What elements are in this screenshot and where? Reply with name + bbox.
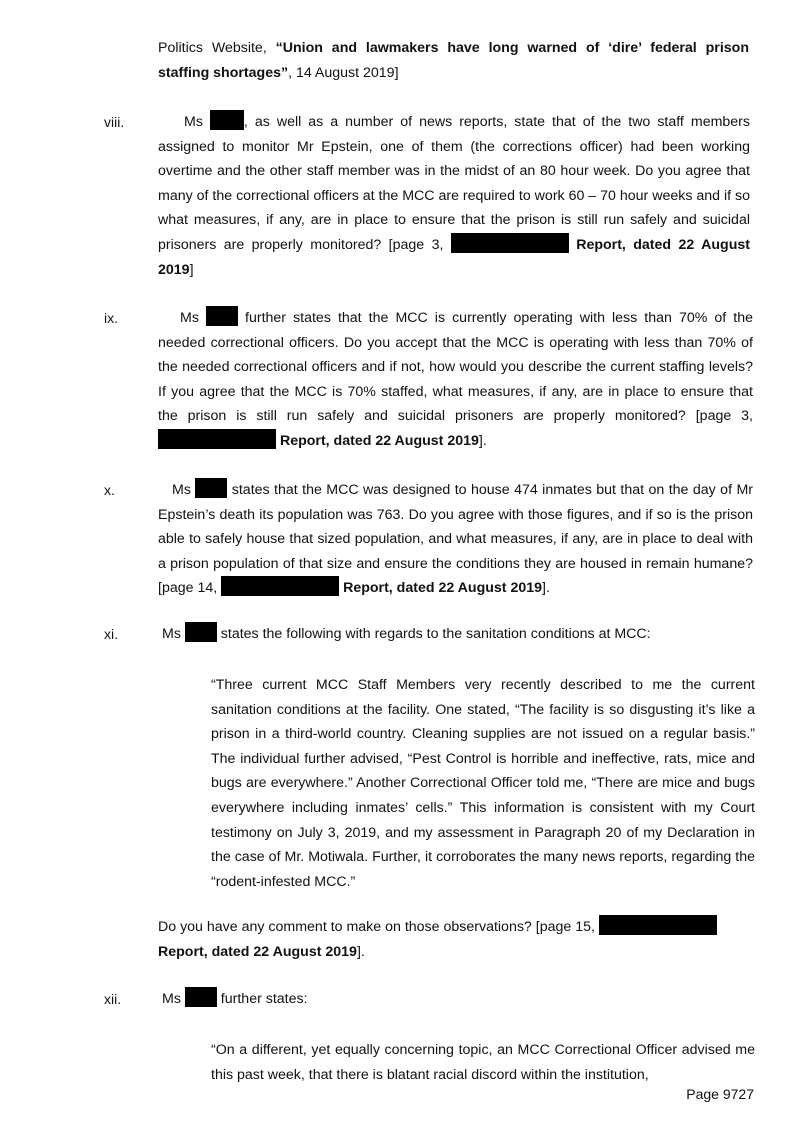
redaction-box — [451, 233, 569, 253]
redaction-box — [206, 306, 238, 326]
followup-paragraph: Do you have any comment to make on those observations? [page 15, Report, dated 22 August 2019]. — [158, 915, 758, 964]
redaction-box — [221, 576, 339, 596]
block-quote: “Three current MCC Staff Members very recently described to me the current sanitation conditions at the facility. One stated, “The facility is so disgusting it’s like a prison in a third-world country. Cleaning supplies are not issued on a regular basis.” The individual further advised, “Pest Control is horrible and ineffective, rats, mice and bugs are everywhere.” Another Correctional Officer told me, “There are mice and bugs everywhere including inmates’ cells.” This information is consistent with my Court testimony on July 3, 2019, and my assessment in Paragraph 20 of my Declaration in the case of Mr. Motiwala. Further, it corroborates the many news reports, regarding the “rodent-infested MCC.” — [211, 677, 755, 890]
item-number: ix. — [104, 310, 118, 326]
question-paragraph: Ms states that the MCC was designed to house 474 inmates but that on the day of Mr Epstein’s death its population was 763. Do you agree with those figures, and if so is the prison able to safely house that sized population, and what measures, if any, are in place to deal with a prison population of that size and ensure the conditions they are housed in remain humane? [page 14, Report, dated 22 August 2019]. — [158, 478, 753, 601]
redaction-box — [185, 622, 217, 642]
item-number: x. — [104, 482, 115, 498]
redaction-box — [158, 429, 276, 449]
block-quote: “On a different, yet equally concerning topic, an MCC Correctional Officer advised me this past week, that there is blatant racial discord within the institution, — [211, 1042, 755, 1083]
item-number: xii. — [104, 991, 122, 1007]
citation-paragraph: Politics Website, “Union and lawmakers have long warned of ‘dire’ federal prison staffing shortages”, 14 August 2019] — [158, 40, 749, 81]
report-reference: Report, dated 22 August 2019 — [158, 943, 357, 960]
redaction-box — [185, 987, 217, 1007]
item-number: viii. — [104, 114, 125, 130]
redaction-box — [210, 110, 244, 130]
page-number: Page 9727 — [686, 1086, 754, 1102]
report-reference: Report, dated 22 August 2019 — [279, 432, 479, 449]
report-reference: Report, dated 22 August 2019 — [158, 236, 750, 278]
question-paragraph: Ms states the following with regards to the sanitation conditions at MCC: — [162, 622, 752, 647]
question-paragraph: Ms further states: — [162, 987, 752, 1012]
question-paragraph: Ms further states that the MCC is currently operating with less than 70% of the needed correctional officers. Do you accept that the MCC is operating with less than 70% of the needed correctional officers and if not, how would you describe the current staffing levels? If you agree that the MCC is 70% staffed, what measures, if any, are in place to ensure that the prison is still run safely and suicidal prisoners are properly monitored? [page 3, Report, dated 22 August 2019]. — [158, 306, 753, 454]
item-number: xi. — [104, 626, 118, 642]
report-reference: Report, dated 22 August 2019 — [343, 580, 543, 597]
redaction-box — [599, 915, 717, 935]
redaction-box — [195, 478, 227, 498]
question-paragraph: Ms , as well as a number of news reports, state that of the two staff members assigned to monitor Mr Epstein, one of them (the corrections officer) had been working overtime and the other staff member was in the midst of an 80 hour week. Do you agree that many of the correctional officers at the MCC are required to work 60 – 70 hour weeks and if so what measures, if any, are in place to ensure that the prison is still run safely and suicidal prisoners are properly monitored? [page 3, Report, dated 22 August 2019] — [158, 110, 750, 282]
article-title: “Union and lawmakers have long warned of ‘dire’ federal prison staffing shortages” — [158, 40, 749, 81]
